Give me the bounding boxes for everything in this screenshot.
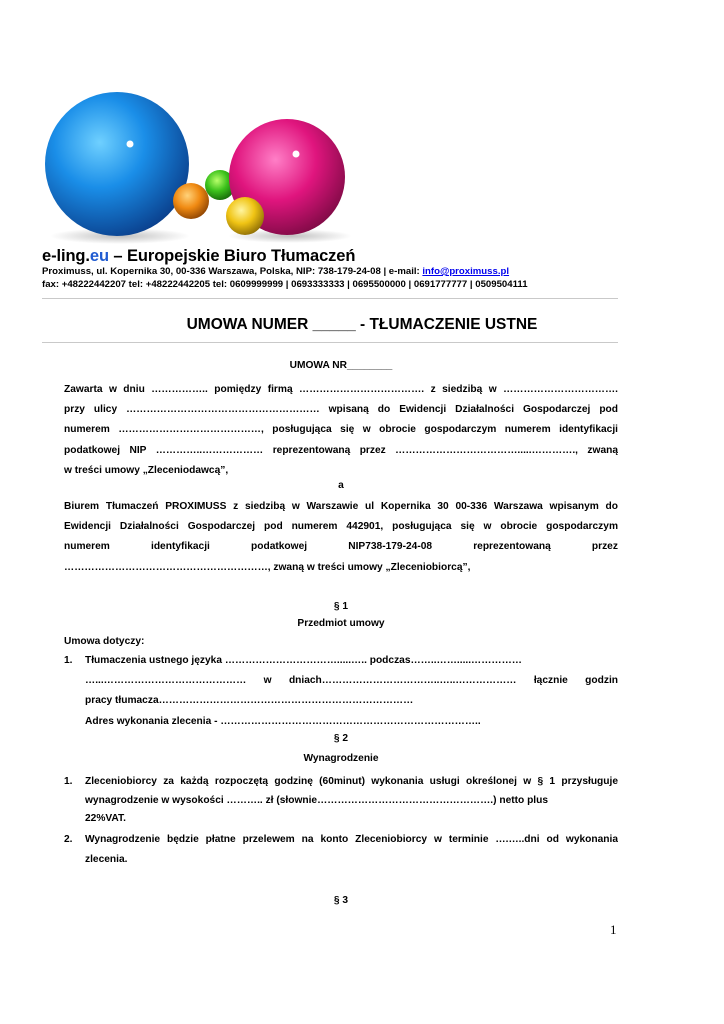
- bureau-line: Ewidencji Działalności Gospodarczej pod numerem 442901, posługująca się w obrocie gospodarczym: [64, 521, 618, 533]
- word: podatkowej: [251, 541, 308, 553]
- item-line: Zleceniobiorcy za każdą rozpoczętą godzinę (60minut) wykonania usługi określonej w § 1 przysługuje: [85, 776, 618, 787]
- item-number: 1.: [64, 776, 73, 787]
- brand-eu: eu: [89, 247, 109, 265]
- intro-line: podatkowej NIP …………..……………… reprezentowaną przez ……………………………….....…………., zwaną: [64, 444, 618, 456]
- item-number: 1.: [64, 655, 73, 666]
- address-line: Proximuss, ul. Kopernika 30, 00-336 Warszawa, Polska, NIP: 738-179-24-08 | e-mail: info@proximuss.pl: [42, 266, 510, 277]
- word: NIP738-179-24-08: [348, 541, 433, 553]
- orange-sphere: [173, 183, 209, 219]
- item-line: pracy tłumacza…………………………………………………………………: [85, 695, 414, 707]
- section-2-heading: Wynagrodzenie: [303, 753, 379, 764]
- section-3-mark: § 3: [333, 895, 349, 906]
- intro-line: w treści umowy „Zleceniodawcą”,: [64, 464, 229, 476]
- item-number: 2.: [64, 834, 73, 845]
- email-link[interactable]: info@proximuss.pl: [422, 266, 510, 277]
- intro-line: numerem ……………………………………, posługująca się w obrocie gospodarczym numerem identyfikacji: [64, 424, 618, 436]
- bureau-line: Biurem Tłumaczeń PROXIMUSS z siedzibą w Warszawie ul Kopernika 30 00-336 Warszawa wpisanym do: [64, 501, 618, 512]
- conjunction: a: [338, 480, 344, 491]
- title-divider: [42, 342, 618, 343]
- phone-line: fax: +48222442207 tel: +48222442205 tel: 0609999999 | 0693333333 | 0695500000 | 0691777777 | 0509504111: [42, 279, 528, 290]
- item-line: 22%VAT.: [85, 813, 126, 824]
- page-number: 1: [610, 922, 617, 937]
- colored-spheres-logo-icon: [40, 88, 360, 248]
- bureau-line: ……………………………………………………, zwaną w treści umowy „Zleceniobiorcą”,: [64, 561, 471, 573]
- yellow-sphere: [226, 197, 264, 235]
- word: przez: [591, 541, 618, 553]
- intro-line: przy ulicy ………………………………………………… wpisaną do Ewidencji Działalności Gospodarczej pod: [64, 404, 618, 416]
- bureau-paragraph: [64, 497, 618, 578]
- item-line: Wynagrodzenie będzie płatne przelewem na konto Zleceniobiorcy w terminie ….…..dni od wykonania: [85, 834, 618, 845]
- section-1-mark: § 1: [333, 601, 349, 612]
- item-line: Adres wykonania zlecenia - …………………………………………………………………..: [85, 715, 481, 727]
- word: reprezentowaną: [473, 541, 551, 553]
- item-line: …...…………………………………… w dniach……………………………..…..……………… łącznie godzin: [85, 675, 618, 687]
- item-line: Tłumaczenia ustnego języka …………………………….....….. podczas……..…….....……………: [85, 655, 522, 666]
- document-title: UMOWA NUMER _____ - TŁUMACZENIE USTNE: [186, 316, 538, 333]
- section-1-lead: Umowa dotyczy:: [64, 636, 145, 647]
- bureau-line-spread: [64, 537, 618, 557]
- brand-name: e-ling.eu – Europejskie Biuro Tłumaczeń: [42, 247, 356, 265]
- item-line: wynagrodzenie w wysokości ……….. zł (słownie…………………………………………….) netto plus: [85, 795, 549, 806]
- item-line: zlecenia.: [85, 854, 128, 866]
- intro-line: Zawarta w dniu …………….. pomiędzy firmą ………………………………. z siedzibą w …………………………….: [64, 384, 618, 395]
- blue-sphere: [45, 92, 189, 236]
- header-divider: [42, 298, 618, 299]
- word: identyfikacji: [151, 541, 210, 553]
- word: numerem: [64, 541, 110, 553]
- section-2-mark: § 2: [333, 733, 349, 744]
- contract-number: UMOWA NR________: [289, 360, 393, 371]
- intro-paragraph: [64, 380, 618, 481]
- section-1-heading: Przedmiot umowy: [297, 618, 385, 629]
